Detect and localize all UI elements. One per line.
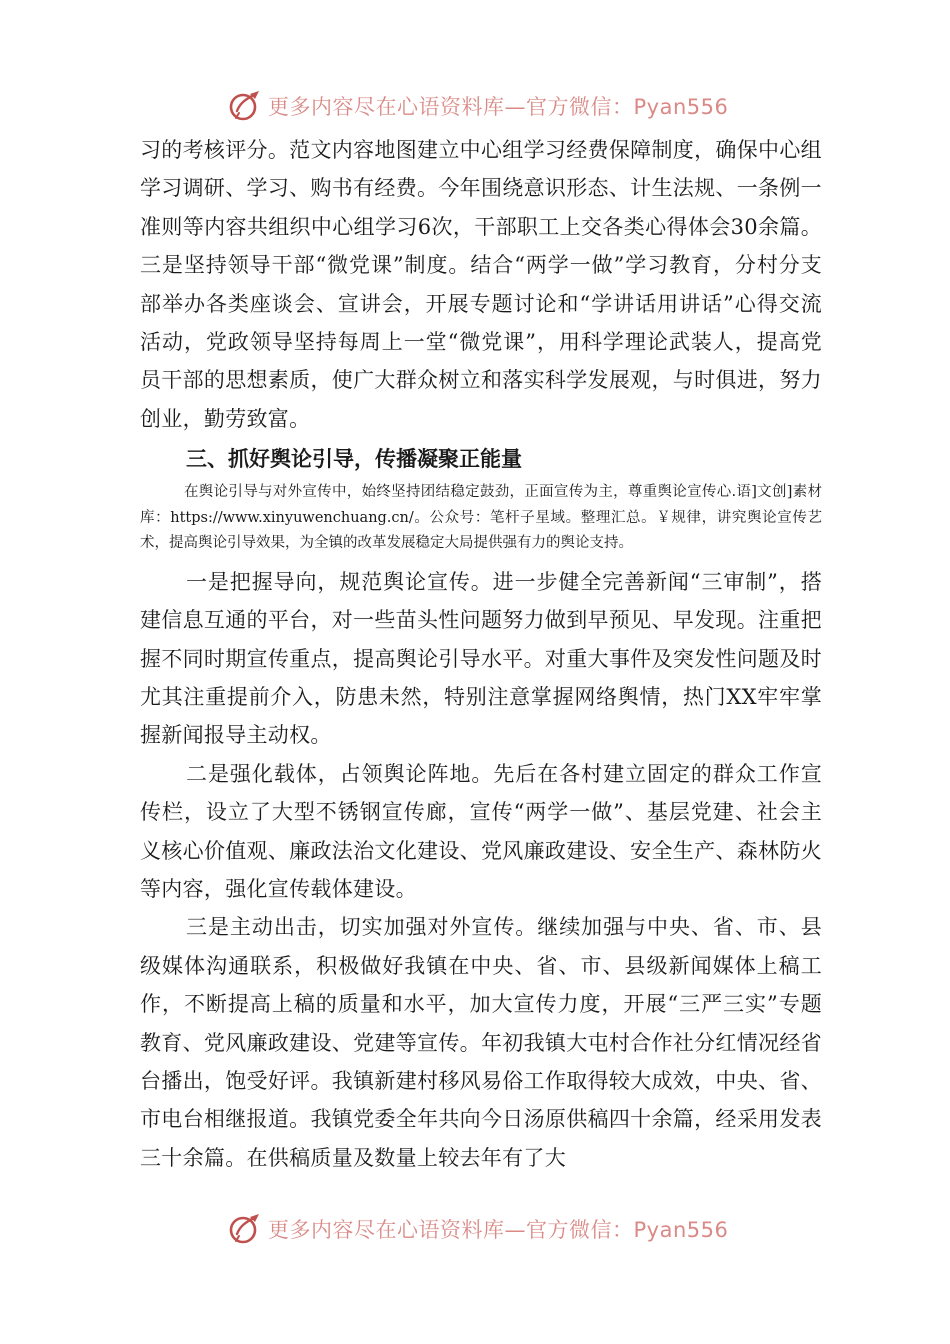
paragraph-guidance: 一是把握导向，规范舆论宣传。进一步健全完善新闻“三审制”，搭建信息互通的平台，对一些苗头性问题努力做到早预见、早发现。注重把握不同时期宣传重点，提高舆论引导水平。对重大事件及突发性问题及时尤其注重提前介入，防患未然，特别注意掌握网络舆情，热门XX牢牢掌握新闻报导主动权。 <box>140 569 822 748</box>
watermark-text: 更多内容尽在心语资料库—官方微信：Pyan556 <box>268 1218 729 1242</box>
document-body <box>140 131 822 1177</box>
watermark-text: 更多内容尽在心语资料库—官方微信：Pyan556 <box>268 95 729 119</box>
paragraph-outreach: 三是主动出击，切实加强对外宣传。继续加强与中央、省、市、县级媒体沟通联系，积极做好我镇在中央、省、市、县级新闻媒体上稿工作，不断提高上稿的质量和水平，加大宣传力度，开展“三严三实”专题教育、党风廉政建设、党建等宣传。年初我镇大屯村合作社分红情况经省台播出，饱受好评。我镇新建村移风易俗工作取得较大成效，中央、省、市电台相继报道。我镇党委全年共向今日汤原供稿四十余篇，经采用发表三十余篇。在供稿质量及数量上较去年有了大 <box>140 915 822 1170</box>
paragraph-carrier: 二是强化载体，占领舆论阵地。先后在各村建立固定的群众工作宣传栏，设立了大型不锈钢宣传廊，宣传“两学一做”、基层党建、社会主义核心价值观、廉政法治文化建设、党风廉政建设、安全生产、森林防火等内容，强化宣传载体建设。 <box>140 761 822 901</box>
small-print-paragraph: 在舆论引导与对外宣传中，始终坚持团结稳定鼓劲，正面宣传为主，尊重舆论宣传心.语]文创]素材库：https://www.xinyuwenchuang.cn/。公众号：笔杆子星域。整理汇总。￥规律，讲究舆论宣传艺术，提高舆论引导效果，为全镇的改革发展稳定大局提供强有力的舆论支持。 <box>140 484 822 552</box>
watermark-footer <box>228 1209 728 1249</box>
section-heading-3: 三、抓好舆论引导，传播凝聚正能量 <box>186 446 522 472</box>
pen-logo-icon <box>228 89 262 123</box>
paragraph-continued: 习的考核评分。范文内容地图建立中心组学习经费保障制度，确保中心组学习调研、学习、购书有经费。今年围绕意识形态、计生法规、一条例一准则等内容共组织中心组学习6次，干部职工上交各类心得体会30余篇。三是坚持领导干部“微党课”制度。结合“两学一做”学习教育，分村分支部举办各类座谈会、宣讲会，开展专题讨论和“学讲话用讲话”心得交流活动，党政领导坚持每周上一堂“微党课”，用科学理论武装人，提高党员干部的思想素质，使广大群众树立和落实科学发展观，与时俱进，努力创业，勤劳致富。 <box>140 138 822 431</box>
pen-logo-icon <box>228 1212 262 1246</box>
watermark-header <box>228 86 728 126</box>
